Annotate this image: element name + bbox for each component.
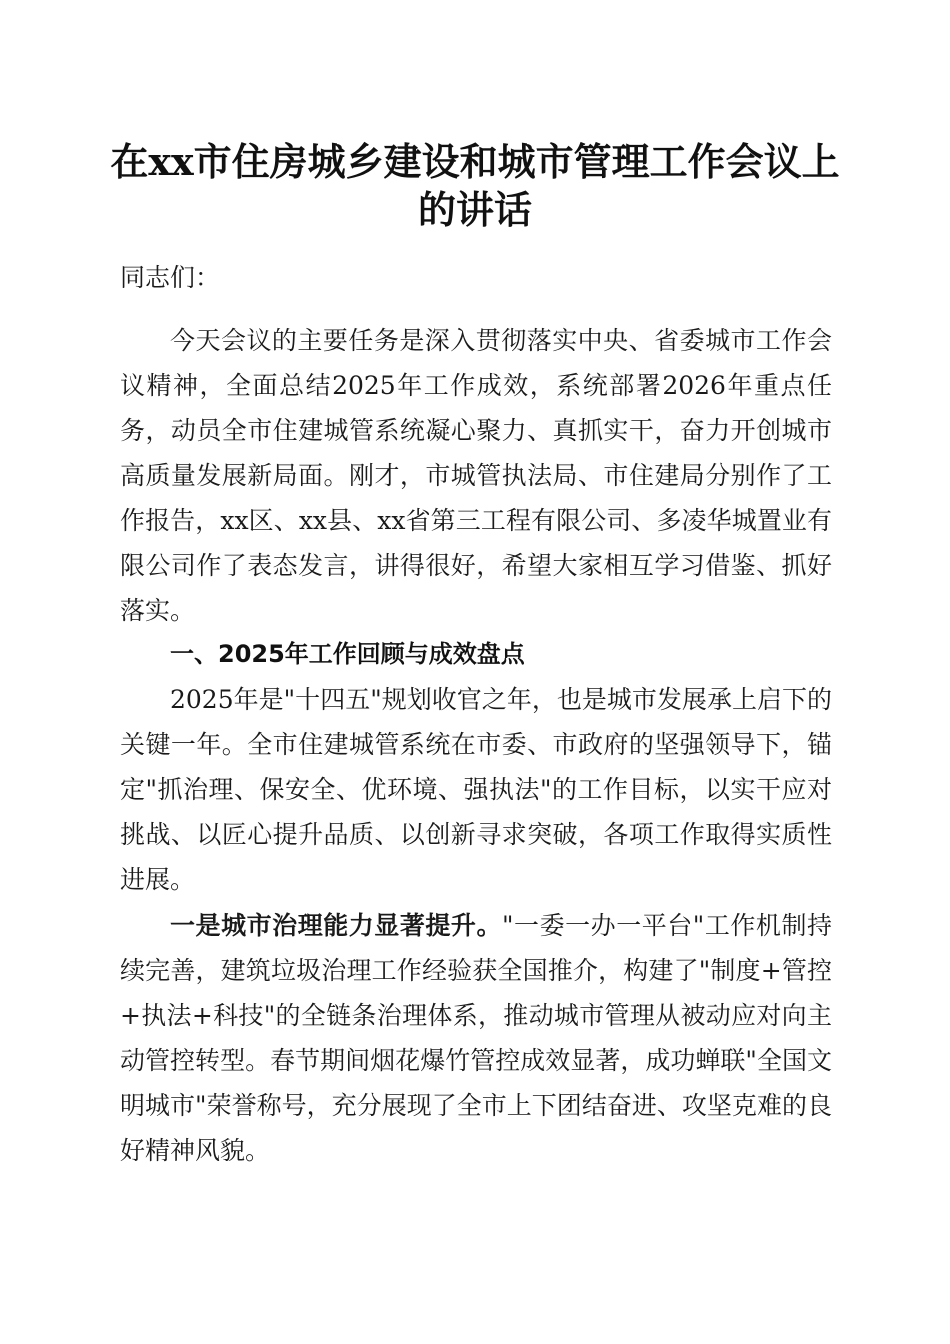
greeting: 同志们： xyxy=(120,263,221,292)
section-1-heading: 一、2025年工作回顾与成效盘点 xyxy=(170,640,525,668)
point-1-body: "一委一办一平台"工作机制持续完善，建筑垃圾治理工作经验获全国推介，构建了"制度+管控+执法+科技"的全链条治理体系，推动城市管理从被动应对向主动管控转型。春节期间烟花爆竹管控成效显著，成功蝉联"全国文明城市"荣誉称号，充分展现了全市上下团结奋进、攻坚克难的良好精神风貌。 xyxy=(120,911,832,1165)
point-1-lead: 一是城市治理能力显著提升。 xyxy=(170,911,502,940)
document-title-line-2: 的讲话 xyxy=(417,187,532,232)
document-title-line-1: 在xx市住房城乡建设和城市管理工作会议上 xyxy=(110,139,840,184)
section-1-paragraph: 2025年是"十四五"规划收官之年，也是城市发展承上启下的关键一年。全市住建城管系统在市委、市政府的坚强领导下，锚定"抓治理、保安全、优环境、强执法"的工作目标，以实干应对挑战、以匠心提升品质、以创新寻求突破，各项工作取得实质性进展。 xyxy=(120,685,832,894)
intro-paragraph: 今天会议的主要任务是深入贯彻落实中央、省委城市工作会议精神，全面总结2025年工作成效，系统部署2026年重点任务，动员全市住建城管系统凝心聚力、真抓实干，奋力开创城市高质量发展新局面。刚才，市城管执法局、市住建局分别作了工作报告，xx区、xx县、xx省第三工程有限公司、多凌华城置业有限公司作了表态发言，讲得很好，希望大家相互学习借鉴、抓好落实。 xyxy=(120,326,832,625)
point-1-paragraph xyxy=(120,903,832,1173)
